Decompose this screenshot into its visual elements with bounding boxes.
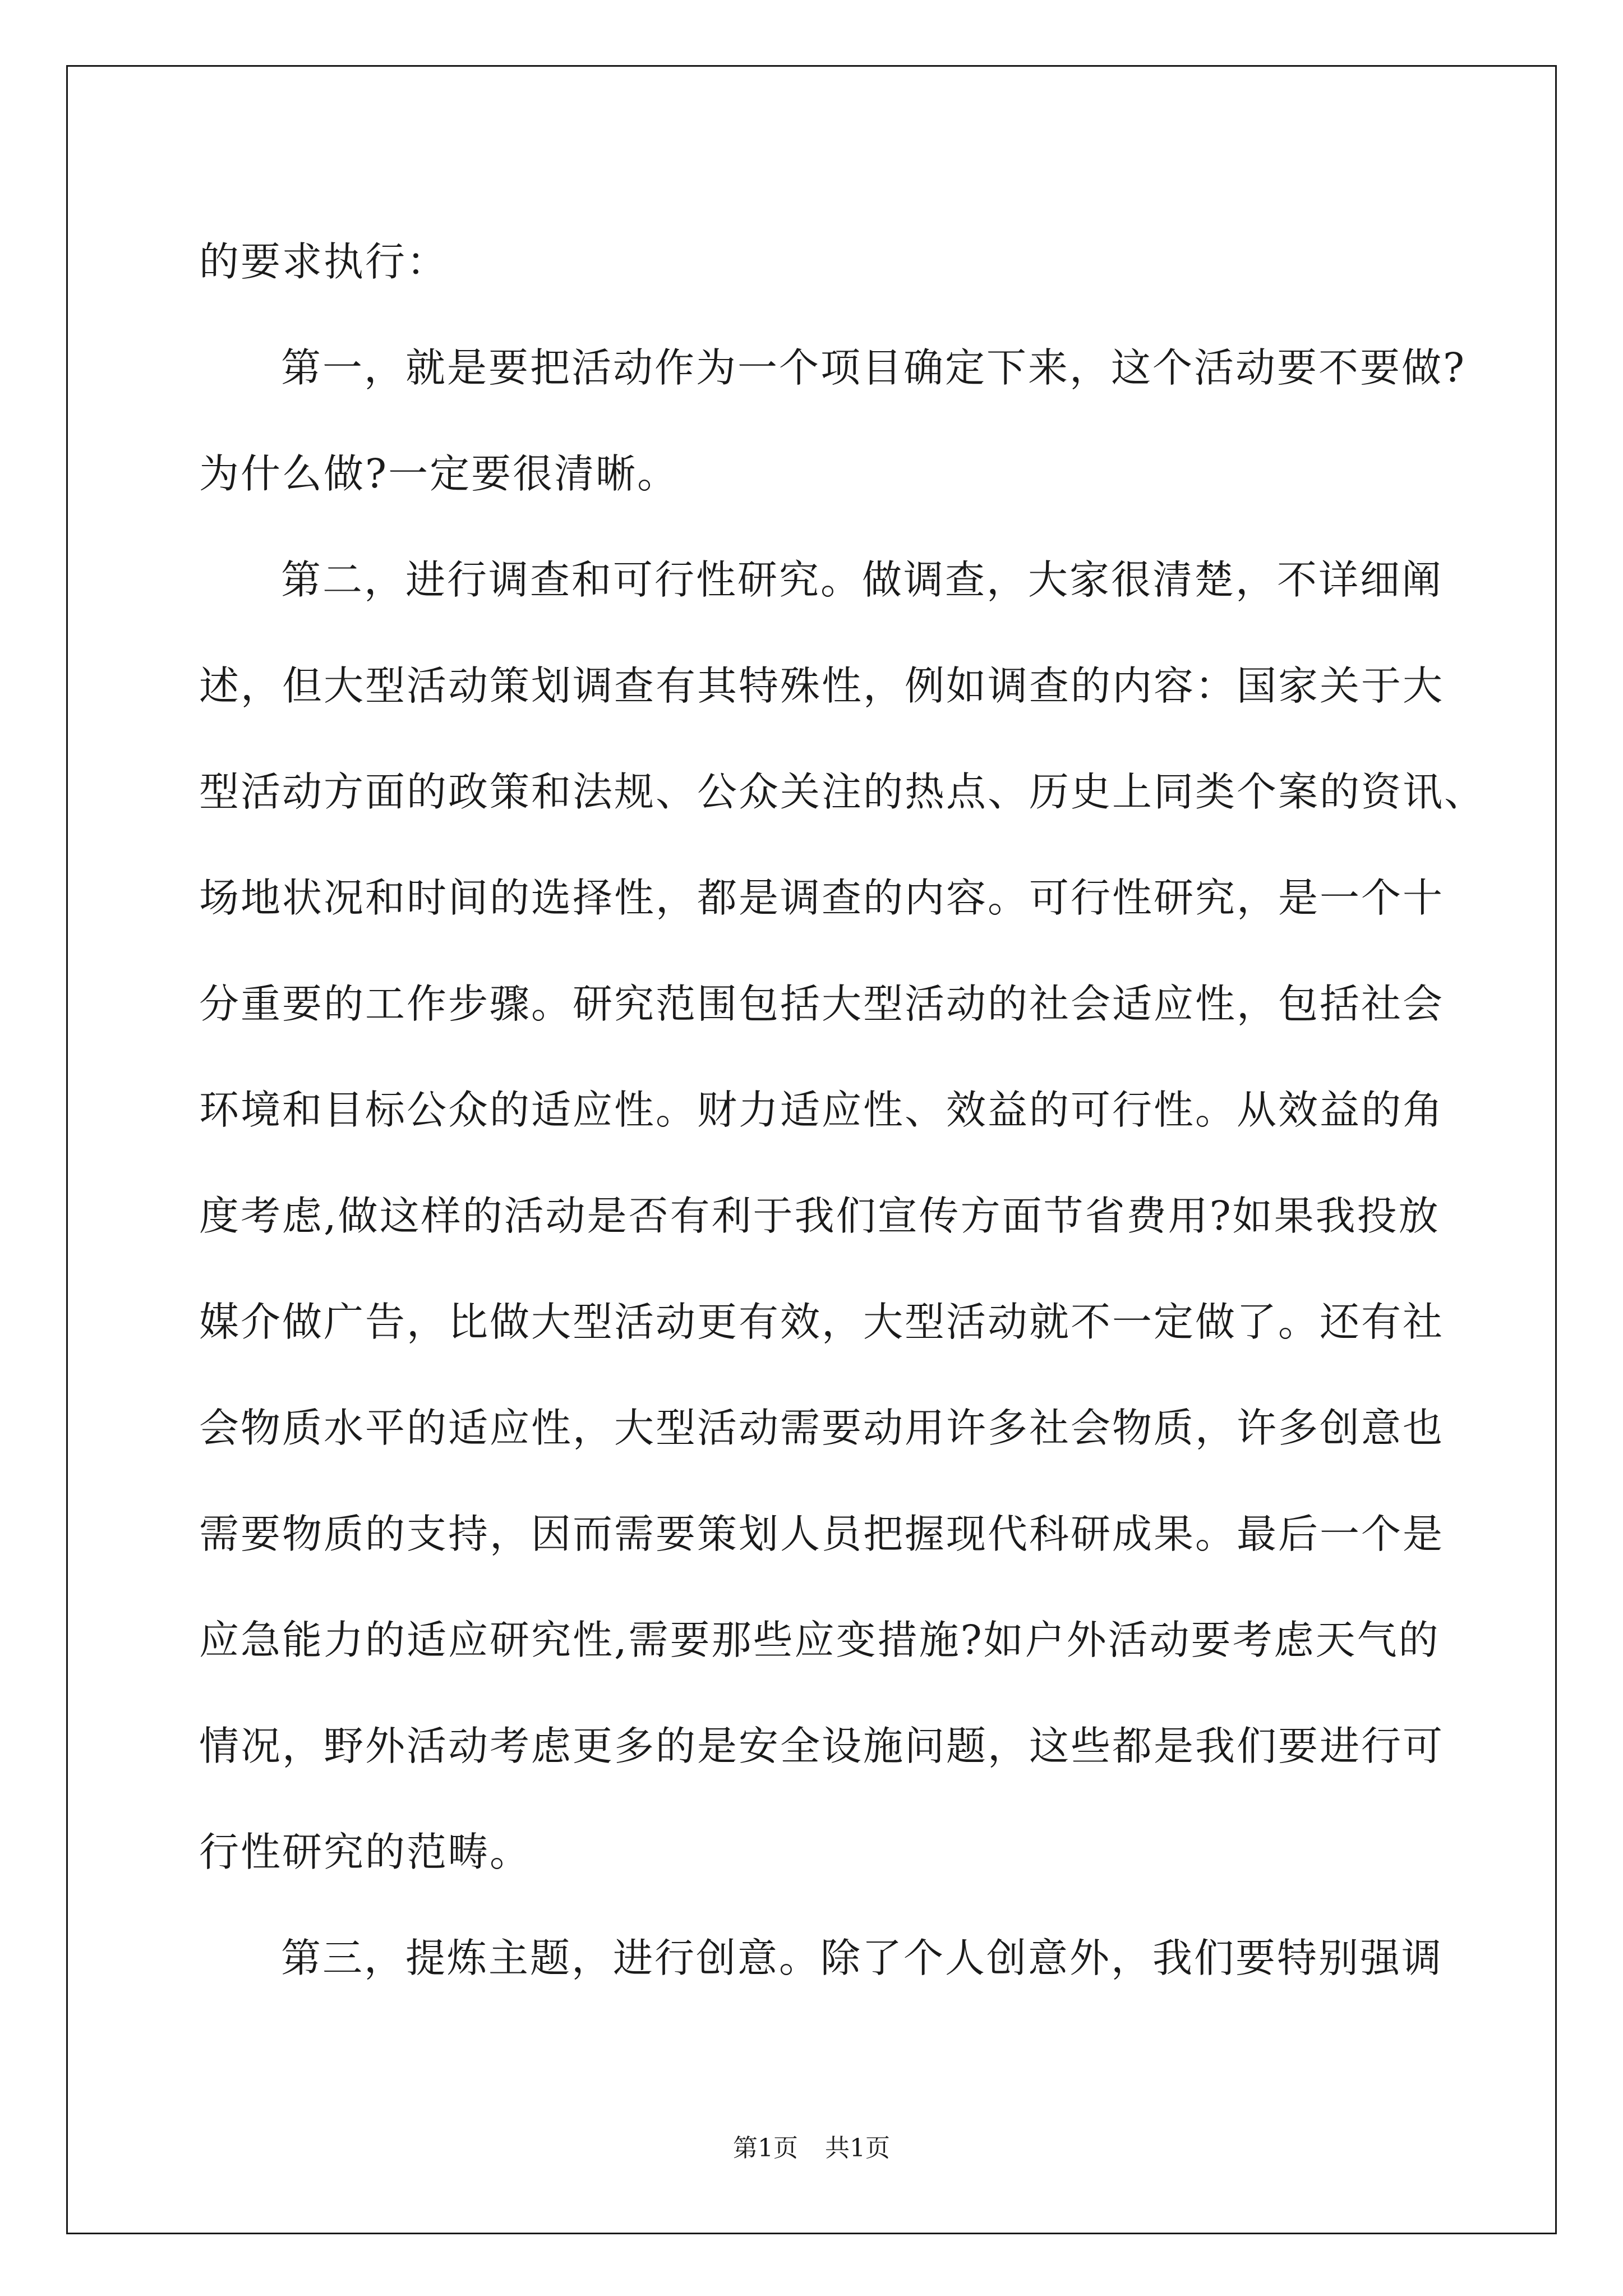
text-line: 行性研究的范畴。 [199,1829,532,1875]
text-line: 需要物质的支持，因而需要策划人员把握现代科研成果。最后一个是 [199,1511,1445,1557]
text-line: 型活动方面的政策和法规、公众关注的热点、历史上同类个案的资讯、 [199,769,1486,815]
text-line: 第二，进行调查和可行性研究。做调查，大家很清楚，不详细阐 [281,556,1444,603]
page-footer [0,2132,1623,2165]
text-line: 场地状况和时间的选择性，都是调查的内容。可行性研究，是一个十 [199,875,1445,921]
text-line: 环境和目标公众的适应性。财力适应性、效益的可行性。从效益的角 [199,1087,1445,1133]
text-line: 媒介做广告，比做大型活动更有效，大型活动就不一定做了。还有社 [199,1299,1445,1345]
text-line: 第一，就是要把活动作为一个项目确定下来，这个活动要不要做? [281,344,1467,391]
text-line: 情况，野外活动考虑更多的是安全设施问题，这些都是我们要进行可 [199,1723,1445,1769]
document-body [199,209,1486,2011]
text-line: 述，但大型活动策划调查有其特殊性，例如调查的内容：国家关于大 [199,662,1445,709]
text-line: 第三，提炼主题，进行创意。除了个人创意外，我们要特别强调 [281,1935,1444,1981]
page-total: 共1页 [825,2134,890,2162]
text-line: 会物质水平的适应性，大型活动需要动用许多社会物质，许多创意也 [199,1405,1445,1451]
text-line: 度考虑,做这样的活动是否有利于我们宣传方面节省费用?如果我投放 [199,1193,1440,1239]
text-line: 应急能力的适应研究性,需要那些应变措施?如户外活动要考虑天气的 [199,1617,1440,1663]
text-line: 分重要的工作步骤。研究范围包括大型活动的社会适应性，包括社会 [199,981,1445,1027]
page-number: 第1页 [733,2134,798,2162]
text-line: 的要求执行： [199,238,449,285]
text-line: 为什么做?一定要很清晰。 [199,450,679,497]
